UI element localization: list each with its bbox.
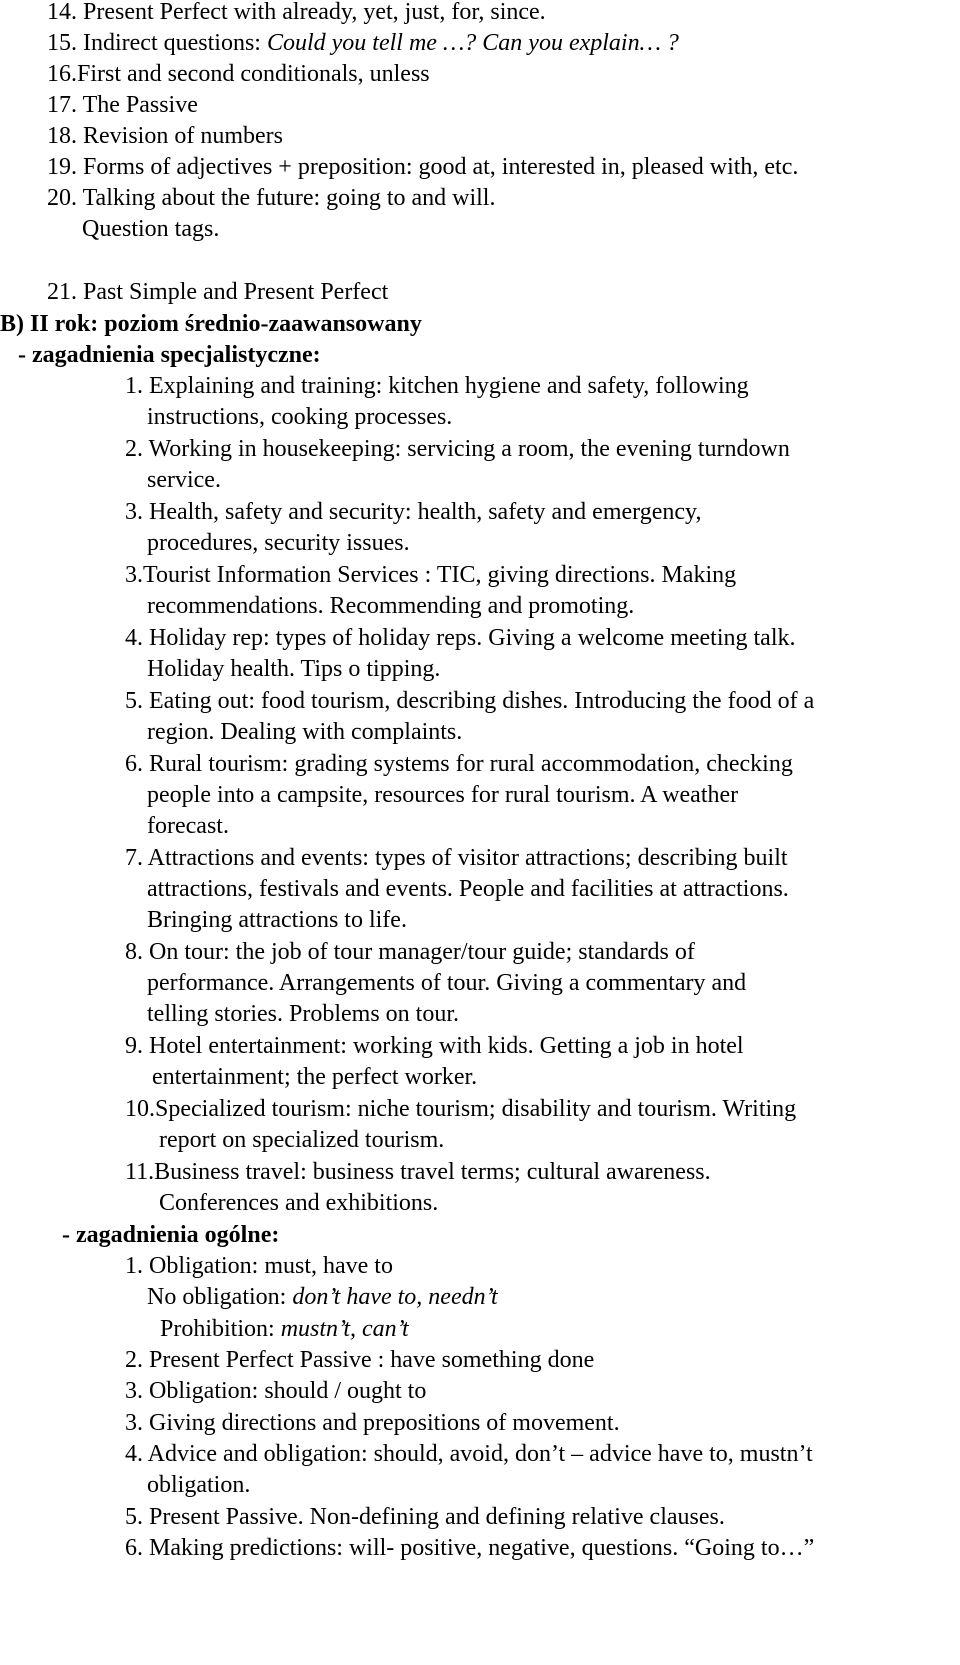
list-item-20-continued: Question tags. [82,216,220,242]
specialist-item: 8. On tour: the job of tour manager/tour guide; standards of [125,939,695,965]
specialist-item-continued: procedures, security issues. [147,530,410,556]
specialist-item-continued: performance. Arrangements of tour. Giving a commentary and [147,970,747,996]
general-item: 4. Advice and obligation: should, avoid, don’t – advice have to, mustn’t [125,1441,813,1467]
specialist-topics-heading: - zagadnienia specjalistyczne: [18,342,321,368]
specialist-item-continued: attractions, festivals and events. People and facilities at attractions. [147,876,789,902]
specialist-item: 9. Hotel entertainment: working with kids. Getting a job in hotel [125,1033,744,1059]
general-item: 3. Obligation: should / ought to [125,1378,427,1404]
general-item: 5. Present Passive. Non-defining and defining relative clauses. [125,1504,725,1530]
specialist-item-continued: Conferences and exhibitions. [159,1190,439,1216]
specialist-item: 3.Tourist Information Services : TIC, giving directions. Making [125,562,737,588]
specialist-item-continued: instructions, cooking processes. [147,404,453,430]
list-item-15-text: 15. Indirect questions: [47,30,267,56]
list-item-21: 21. Past Simple and Present Perfect [47,279,389,305]
specialist-item: 10.Specialized tourism: niche tourism; disability and tourism. Writing [125,1096,797,1122]
specialist-item-continued: region. Dealing with complaints. [147,719,463,745]
list-item-15-examples: Could you tell me …? Can you explain… ? [266,30,679,56]
list-item-19: 19. Forms of adjectives + preposition: good at, interested in, pleased with, etc. [47,154,799,180]
section-b-heading: B) II rok: poziom średnio-zaawansowany [0,311,422,337]
general-item: 6. Making predictions: will- positive, negative, questions. “Going to…” [125,1535,815,1561]
general-item: 2. Present Perfect Passive : have something done [125,1347,595,1373]
specialist-item: 2. Working in housekeeping: servicing a room, the evening turndown [125,436,790,462]
general-item-continued [160,1314,409,1344]
specialist-item: 11.Business travel: business travel terms; cultural awareness. [125,1159,711,1185]
general-item: 1. Obligation: must, have to [125,1253,393,1279]
list-item-14: 14. Present Perfect with already, yet, just, for, since. [47,0,546,25]
specialist-item: 7. Attractions and events: types of visitor attractions; describing built [125,845,788,871]
list-item-20: 20. Talking about the future: going to and will. [47,185,496,211]
specialist-item-continued: Bringing attractions to life. [147,907,407,933]
list-item-16: 16.First and second conditionals, unless [47,61,430,87]
prohibition-label: Prohibition: [160,1316,281,1342]
specialist-item-continued: report on specialized tourism. [159,1127,445,1153]
specialist-item-continued: people into a campsite, resources for rural tourism. A weather [147,782,739,808]
general-item-continued: obligation. [147,1472,251,1498]
specialist-item-continued: entertainment; the perfect worker. [152,1064,478,1090]
specialist-item-continued: recommendations. Recommending and promoting. [147,593,635,619]
prohibition-examples: mustn’t, can’t [280,1316,409,1342]
list-item-18: 18. Revision of numbers [47,123,283,149]
general-topics-heading: - zagadnienia ogólne: [62,1222,280,1248]
specialist-item: 1. Explaining and training: kitchen hygiene and safety, following [125,373,749,399]
list-item-15 [47,28,679,58]
general-item: 3. Giving directions and prepositions of movement. [125,1410,620,1436]
no-obligation-examples: don’t have to, needn’t [292,1284,498,1310]
no-obligation-label: No obligation: [147,1284,293,1310]
specialist-item-continued: telling stories. Problems on tour. [147,1001,459,1027]
specialist-item: 4. Holiday rep: types of holiday reps. Giving a welcome meeting talk. [125,625,796,651]
specialist-item: 5. Eating out: food tourism, describing dishes. Introducing the food of a [125,688,815,714]
general-item-continued [147,1282,498,1312]
specialist-item-continued: Holiday health. Tips o tipping. [147,656,441,682]
specialist-item-continued: service. [147,467,221,493]
specialist-item-continued: forecast. [147,813,229,839]
specialist-item: 6. Rural tourism: grading systems for rural accommodation, checking [125,751,793,777]
list-item-17: 17. The Passive [47,92,198,118]
specialist-item: 3. Health, safety and security: health, safety and emergency, [125,499,702,525]
